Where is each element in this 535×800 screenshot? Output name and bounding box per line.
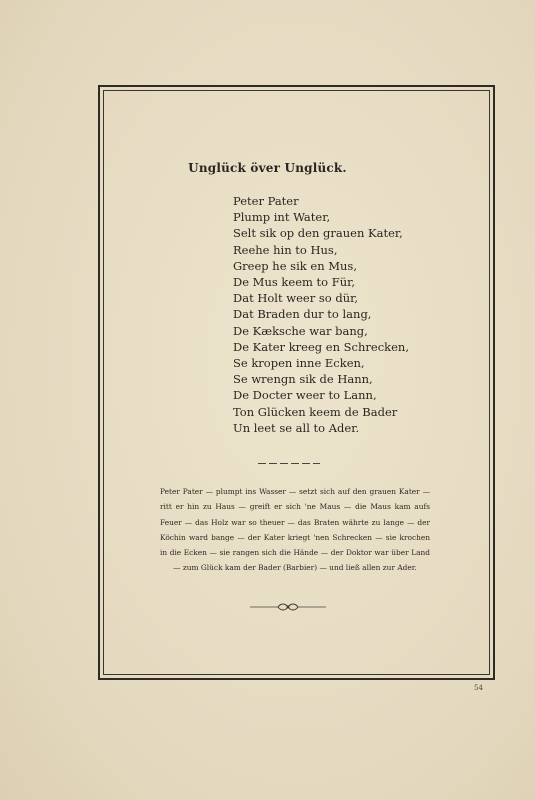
poem-line: Selt sik op den grauen Kater, xyxy=(233,226,403,241)
poem-line: Peter Pater xyxy=(233,194,299,208)
poem-line: De Kæksche war bang, xyxy=(233,323,368,338)
poem-line: De Docter weer to Lann, xyxy=(233,388,377,403)
poem-line: Greep he sik en Mus, xyxy=(233,258,357,273)
poem-line: Se wrengn sik de Hann, xyxy=(233,372,373,387)
poem-stanza xyxy=(233,193,409,436)
poem-line: Dat Braden dur to lang, xyxy=(233,307,372,322)
poem-line: Dat Holt weer so dür, xyxy=(233,291,359,306)
dashed-divider xyxy=(258,463,320,464)
poem-title: Unglück över Unglück. xyxy=(188,161,347,175)
poem-line: Un leet se all to Ader. xyxy=(233,420,360,435)
translation-paragraph: Peter Pater — plumpt ins Wasser — setzt sich auf den grauen Kater — ritt er hin zu Haus — greift er sich 'ne Maus — die Maus kam aufs Feuer — das Holz war so theuer — das Braten währte zu lange — der Köchin ward bange — der Kater kriegt 'nen Schrecken — sie krochen in die Ecken — sie rangen sich die Hände — der Doktor war über Land — zum Glück kam der Bader (Barbier) — und ließ allen zur Ader. xyxy=(160,487,430,573)
poem-line: Se kropen inne Ecken, xyxy=(233,356,365,371)
poem-line: Reehe hin to Hus, xyxy=(233,242,338,257)
poem-line: De Mus keem to Für, xyxy=(233,275,356,290)
page-number: 54 xyxy=(474,684,483,692)
ornament-flourish-icon xyxy=(248,600,328,614)
poem-line: Ton Glücken keem de Bader xyxy=(233,404,398,419)
poem-line: Plump int Water, xyxy=(233,210,331,225)
poem-line: De Kater kreeg en Schrecken, xyxy=(233,339,409,354)
